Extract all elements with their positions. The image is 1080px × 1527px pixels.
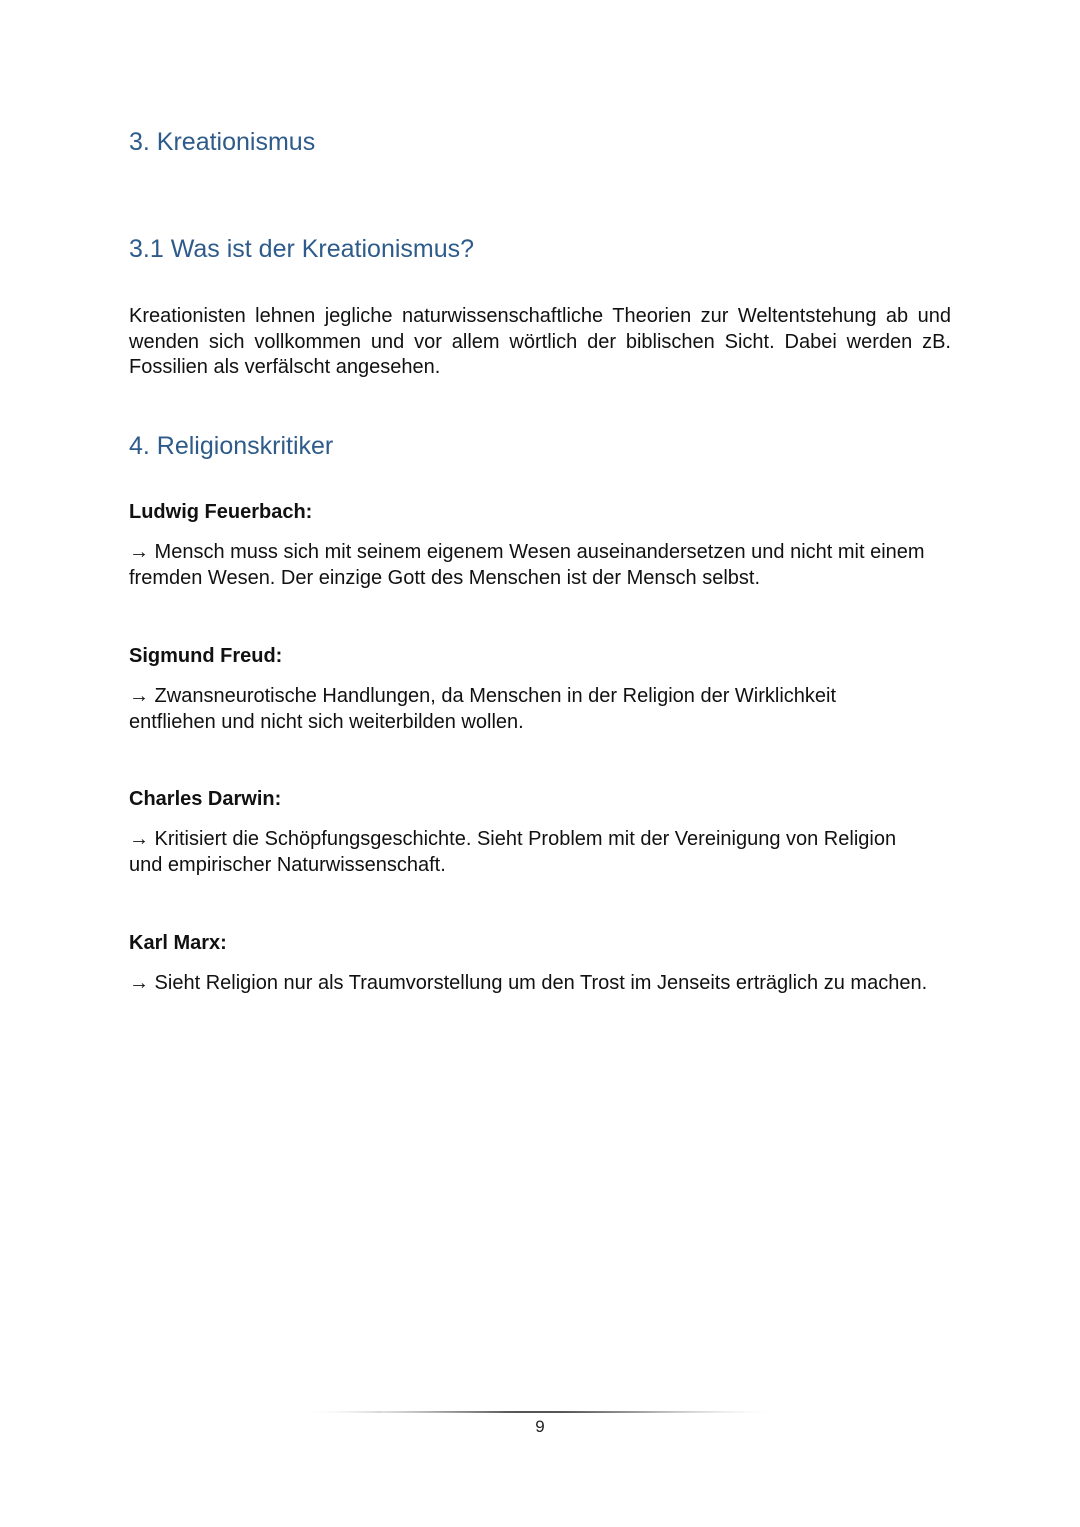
critic-text: → Sieht Religion nur als Traumvorstellung um den Trost im Jenseits erträglich zu machen.: [129, 972, 928, 994]
section-heading-kreationismus: 3. Kreationismus: [129, 128, 316, 156]
subsection-heading-was-ist-kreationismus: 3.1 Was ist der Kreationismus?: [129, 235, 475, 263]
footer-divider: [300, 1410, 780, 1414]
critic-name: Karl Marx:: [129, 932, 227, 954]
critic-name: Sigmund Freud:: [129, 645, 283, 667]
critic-text: → Mensch muss sich mit seinem eigenem Wesen auseinandersetzen und nicht mit einem fremden Wesen. Der einzige Gott des Menschen ist der Mensch selbst.: [129, 541, 925, 589]
section-heading-religionskritiker: 4. Religionskritiker: [129, 432, 334, 460]
kreationismus-paragraph: Kreationisten lehnen jegliche naturwissenschaftliche Theorien zur Weltentstehung ab und wenden sich vollkommen und vor allem wörtlich der biblischen Sicht. Dabei werden zB. Fossilien als verfälscht angesehen.: [129, 305, 951, 378]
critic-text: → Kritisiert die Schöpfungsgeschichte. Sieht Problem mit der Vereinigung von Religion und empirischer Naturwissenschaft.: [129, 828, 897, 876]
critic-text: → Zwansneurotische Handlungen, da Menschen in der Religion der Wirklichkeit entfliehen und nicht sich weiterbilden wollen.: [129, 685, 837, 733]
page-number: 9: [535, 1417, 545, 1436]
critic-name: Ludwig Feuerbach:: [129, 501, 313, 523]
critic-name: Charles Darwin:: [129, 788, 282, 810]
